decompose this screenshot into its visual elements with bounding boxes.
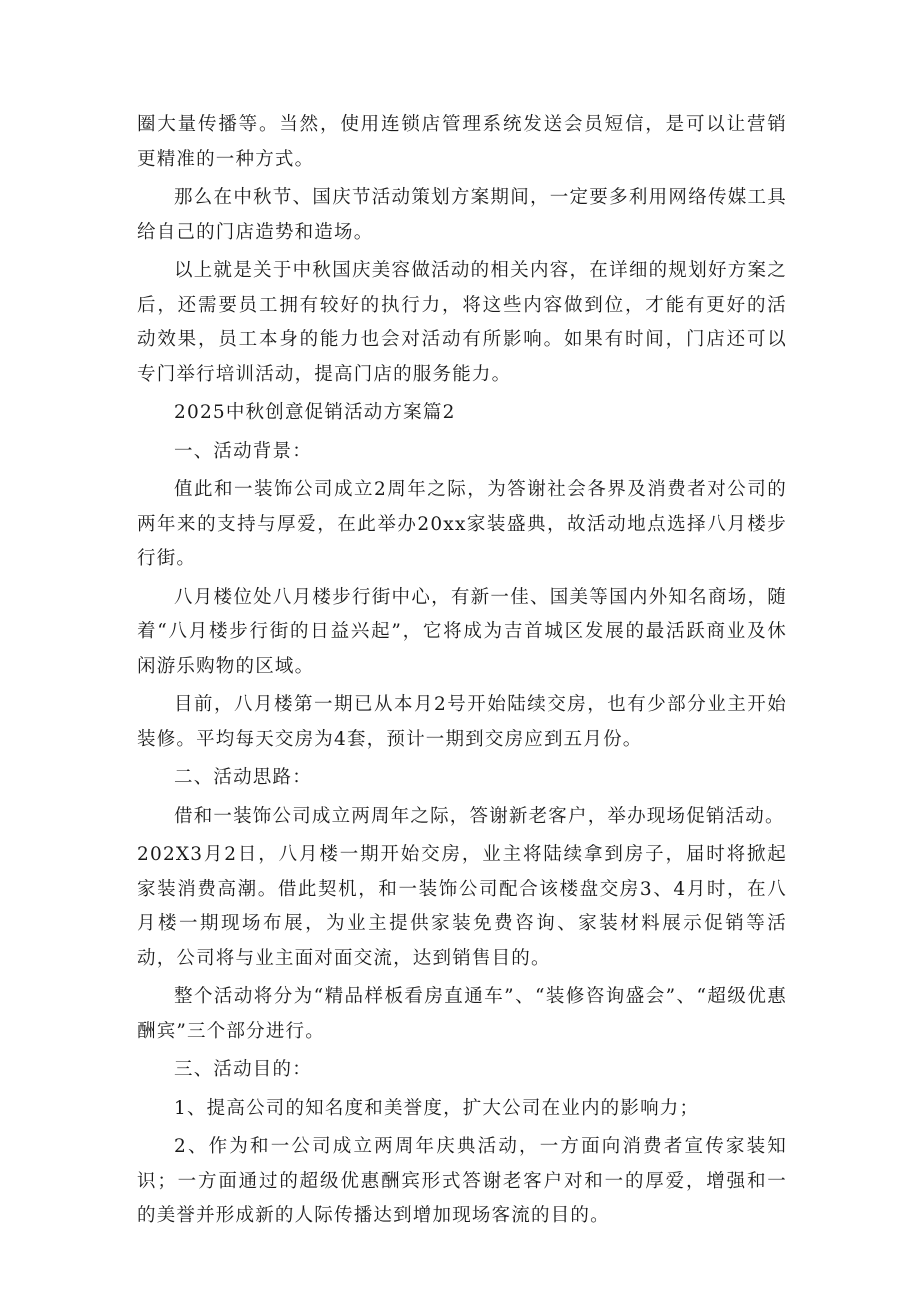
- paragraph: 202X3月2日，八月楼一期开始交房，业主将陆续拿到房子，届时将掀起家装消费高潮。借此契机，和一装饰公司配合该楼盘交房3、4月时，在八月楼一期现场布展，为业主提供家装免费咨询、家装材料展示促销等活动，公司将与业主面对面交流，达到销售目的。: [137, 844, 787, 969]
- heading-approach: 二、活动思路：: [174, 767, 312, 788]
- list-item: 2、作为和一公司成立两周年庆典活动，一方面向消费者宣传家装知识；一方面通过的超级优惠酬宾形式答谢老客户对和一的厚爱，增强和一的美誉并形成新的人际传播达到增加现场客流的目的。: [137, 1136, 787, 1226]
- paragraph: 八月楼位处八月楼步行街中心，有新一佳、国美等国内外知名商场，随着“八月楼步行街的日益兴起”，它将成为吉首城区发展的最活跃商业及休闲游乐购物的区域。: [137, 586, 787, 677]
- heading-purpose: 三、活动目的：: [174, 1059, 312, 1080]
- paragraph: 整个活动将分为“精品样板看房直通车”、“装修咨询盛会”、“超级优惠酬宾”三个部分进行。: [137, 986, 787, 1042]
- heading-background: 一、活动背景：: [174, 440, 312, 462]
- paragraph-continuation: 圈大量传播等。当然，使用连锁店管理系统发送会员短信，是可以让营销更精准的一种方式。: [137, 114, 787, 170]
- paragraph: 借和一装饰公司成立两周年之际，答谢新老客户，举办现场促销活动。: [174, 805, 785, 827]
- document-body: [137, 108, 787, 1238]
- paragraph: 那么在中秋节、国庆节活动策划方案期间，一定要多利用网络传媒工具给自己的门店造势和造场。: [137, 187, 787, 243]
- list-item: 1、提高公司的知名度和美誉度，扩大公司在业内的影响力；: [174, 1097, 700, 1119]
- paragraph: 以上就是关于中秋国庆美容做活动的相关内容，在详细的规划好方案之后，还需要员工拥有较好的执行力，将这些内容做到位，才能有更好的活动效果，员工本身的能力也会对活动有所影响。如果有时间，门店还可以专门举行培训活动，提高门店的服务能力。: [137, 260, 787, 385]
- section-title: 2025中秋创意促销活动方案篇2: [174, 402, 456, 423]
- paragraph: 目前，八月楼第一期已从本月2号开始陆续交房，也有少部分业主开始装修。平均每天交房为4套，预计一期到交房应到五月份。: [137, 694, 787, 750]
- paragraph: 值此和一装饰公司成立2周年之际，为答谢社会各界及消费者对公司的两年来的支持与厚爱，在此举办20xx家装盛典，故活动地点选择八月楼步行街。: [137, 479, 787, 569]
